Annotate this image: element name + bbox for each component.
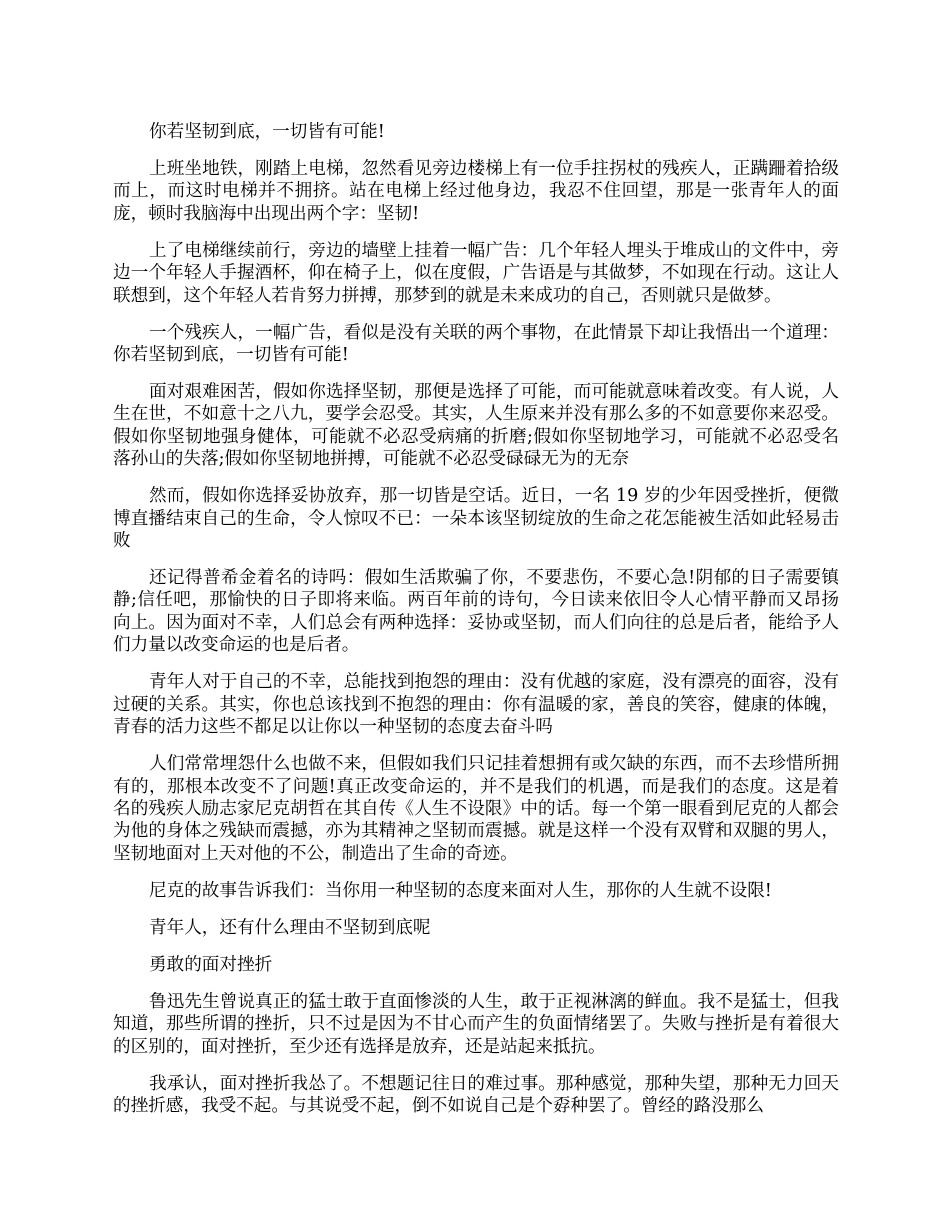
paragraph-5: 面对艰难困苦，假如你选择坚韧，那便是选择了可能，而可能就意味着改变。有人说，人生在世，不如意十之八九，要学会忍受。其实，人生原来并没有那么多的不如意要你来忍受。假如你坚韧地强身健体，可能就不必忍受病痛的折磨;假如你坚韧地学习，可能就不必忍受名落孙山的失落;假如你坚韧地拼搏，可能就不必忍受碌碌无为的无奈 — [113, 382, 839, 470]
document-body — [113, 121, 839, 1132]
paragraph-1: 你若坚韧到底，一切皆有可能! — [149, 122, 385, 142]
paragraph-11: 青年人，还有什么理由不坚韧到底呢 — [149, 917, 431, 938]
paragraph-4: 一个残疾人，一幅广告，看似是没有关联的两个事物，在此情景下却让我悟出一个道理：你若坚韧到底，一切皆有可能! — [113, 322, 839, 366]
paragraph-8: 青年人对于自己的不幸，总能找到抱怨的理由：没有优越的家庭，没有漂亮的面容，没有过硬的关系。其实，你也总该找到不抱怨的理由：你有温暖的家，善良的笑容，健康的体魄，青春的活力这些不都足以让你以一种坚韧的态度去奋斗吗 — [113, 672, 839, 738]
paragraph-14: 我承认，面对挫折我怂了。不想题记往日的难过事。那种感觉，那种失望，那种无力回天的挫折感，我受不起。与其说受不起，倒不如说自己是个孬种罢了。曾经的路没那么 — [113, 1073, 839, 1116]
paragraph-10: 尼克的故事告诉我们：当你用一种坚韧的态度来面对人生，那你的人生就不设限! — [149, 880, 772, 901]
paragraph-6: 然而，假如你选择妥协放弃，那一切皆是空话。近日，一名 19 岁的少年因受挫折，便微博直播结束自己的生命，令人惊叹不已：一朵本该坚韧绽放的生命之花怎能被生活如此轻易击败 — [113, 486, 839, 552]
paragraph-3: 上了电梯继续前行，旁边的墙壁上挂着一幅广告：几个年轻人埋头于堆成山的文件中，旁边一个年轻人手握酒杯，仰在椅子上，似在度假，广告语是与其做梦，不如现在行动。这让人联想到，这个年轻人若肯努力拼搏，那梦到的就是未来成功的自己，否则就只是做梦。 — [113, 240, 839, 306]
paragraph-7: 还记得普希金着名的诗吗：假如生活欺骗了你，不要悲伤，不要心急!阴郁的日子需要镇静;信任吧，那愉快的日子即将来临。两百年前的诗句，今日读来依旧令人心情平静而又昂扬向上。因为面对不幸，人们总会有两种选择：妥协或坚韧，而人们向往的总是后者，能给予人们力量以改变命运的也是后者。 — [113, 568, 839, 656]
paragraph-9: 人们常常埋怨什么也做不来，但假如我们只记挂着想拥有或欠缺的东西，而不去珍惜所拥有的，那根本改变不了问题!真正改变命运的，并不是我们的机遇，而是我们的态度。这是着名的残疾人励志家尼克胡哲在其自传《人生不设限》中的话。每一个第一眼看到尼克的人都会为他的身体之残缺而震撼，亦为其精神之坚韧而震撼。就是这样一个没有双臂和双腿的男人，坚韧地面对上天对他的不公，制造出了生命的奇迹。 — [113, 754, 839, 864]
paragraph-13: 鲁迅先生曾说真正的猛士敢于直面惨淡的人生，敢于正视淋漓的鲜血。我不是猛士，但我知道，那些所谓的挫折，只不过是因为不甘心而产生的负面情绪罢了。失败与挫折是有着很大的区别的，面对挫折，至少还有选择是放弃，还是站起来抵抗。 — [113, 991, 839, 1057]
section-heading: 勇敢的面对挫折 — [149, 954, 273, 975]
paragraph-2: 上班坐地铁，刚踏上电梯，忽然看见旁边楼梯上有一位手拄拐杖的残疾人，正蹒跚着拾级而上，而这时电梯并不拥挤。站在电梯上经过他身边，我忍不住回望，那是一张青年人的面庞，顿时我脑海中出现出两个字：坚韧! — [113, 159, 839, 224]
